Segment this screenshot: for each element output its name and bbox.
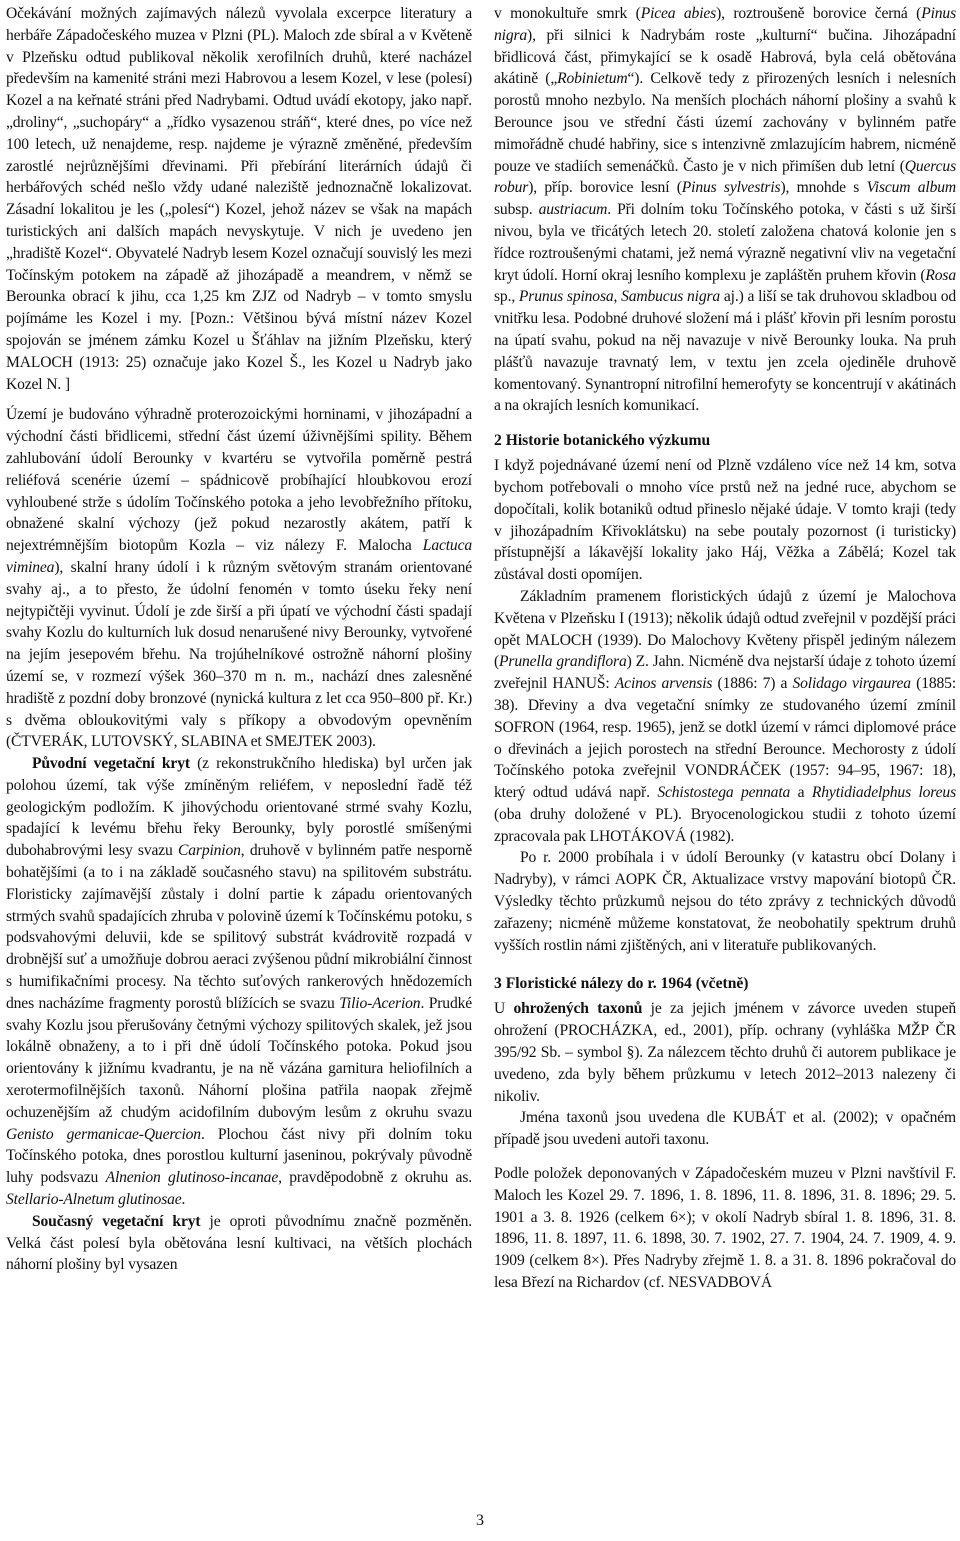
text-run: ), roztroušeně borovice černá ( bbox=[716, 5, 922, 22]
text-run: (oba druhy doložené v PL). Bryocenologickou studii z tohoto území zpracovala pak LHOTÁKOVÁ (1982). bbox=[494, 805, 956, 845]
taxon-name: Pinus sylvestris bbox=[681, 179, 781, 197]
text-run: Základním pramenem floristických údajů z území je Malochova Květena v Plzeňsku I (1913); několik údajů odtud zveřejnil v pozdější práci opět MALOCH (1939). Do Malochovy Květeny přispěl jediným nálezem ( bbox=[494, 587, 956, 671]
text-run: subsp. bbox=[494, 201, 539, 219]
text-run: , pravděpodobně z okruhu as. bbox=[278, 1169, 472, 1187]
taxon-name: Picea abies bbox=[640, 5, 717, 22]
taxon-name: Sambucus nigra bbox=[621, 288, 721, 306]
paragraph-threatened-taxa bbox=[494, 998, 956, 1107]
taxon-name: Prunus spinosa bbox=[518, 288, 614, 306]
text-run: aj.) a liší se tak druhovou skladbou od vnitřku lesa. Podobné druhové složení má i plášť křovin při lesním porostu na úpatí svahu, pokud na něj navazuje v nivě Berounky louka. Na pruh plášťů navazuje travnatý lem, v textu jen zcela ojediněle druhově komentovaný. Synantropní nitrofilní hemerofyty se koncentrují v akátinách a na okrajích lesních komunikací. bbox=[494, 288, 957, 415]
taxon-name: Robinietum bbox=[557, 70, 628, 88]
text-run: . bbox=[181, 1191, 186, 1209]
text-run: U bbox=[494, 1000, 514, 1018]
text-run: ), příp. borovice lesní ( bbox=[528, 179, 682, 197]
taxon-name: Genisto germanicae-Quercion bbox=[6, 1125, 201, 1143]
taxon-name: austriacum bbox=[538, 201, 608, 219]
text-run: . Plochou část nivy při dolním toku Točínského potoka, dnes porostlou kulturní jaseninou, pokrývaly původně luhy podsvazu bbox=[6, 1125, 472, 1187]
paragraph-herbarium-records bbox=[494, 1163, 956, 1294]
text-run: a bbox=[790, 784, 812, 802]
text-run: , bbox=[613, 288, 622, 306]
text-run: . Při dolním toku Točínského potoka, v části s už širší nivou, byla ve třicátých letech 20. století založena chatová kolonie jen s řídce roztroušenými chatami, jež nemá výrazně negativní vliv na vegetační kryt údolí. Horní okraj lesního komplexu je zapláštěn pruhem křovin ( bbox=[494, 201, 956, 284]
emphasis-term: ohrožených taxonů bbox=[513, 1000, 643, 1018]
text-run: , druhově v bylinném patře nesporně bohatějšími (a to i na základě současného stavu) na spilitovém substrátu. Floristicky zajímavější zůstaly i dolní partie k západu orientovaných strmých svahů spadajících zhruba v polovině území k Točínskému potoku, s podsvahovými deluvii, kde se spilitový substrát kvádrovitě rozpadá v drobnější suť a umožňuje dobrou aeraci zvýšenou půdní mikrobiální činnost s humifikačními procesy. Na těchto suťových rankerových hnědozemích dnes nacházíme fragmenty porostů blížících se svazu bbox=[6, 842, 472, 1012]
text-run: je oproti původnímu značně pozměněn. Velká část polesí byla obětována lesní kultivaci, na větších plochách náhorní plošiny byl vysazen bbox=[6, 1212, 472, 1274]
taxon-name: Rosa bbox=[925, 266, 956, 284]
right-column bbox=[494, 3, 956, 1294]
taxon-name: Schistostega pennata bbox=[657, 784, 791, 802]
text-run: ), při silnici k Nadrybám roste „kulturní“ bučina. Jihozápadní břidlicová část, přimykající se k osadě Habrová, byla celá obětována akátině („ bbox=[494, 26, 956, 88]
paragraph-geology bbox=[6, 404, 472, 753]
taxon-name: Viscum album bbox=[866, 179, 956, 197]
taxon-name: Pinus nigra bbox=[494, 5, 956, 44]
text-run: (1885: 38). Dřeviny a dva vegetační snímky ze studovaného území zmínil SOFRON (1964, resp. 1965), jenž se dotkl území v rámci diplomové práce o dřevinách a jejich porostech na střední Berounce. Mechorosty z údolí Točínského potoka zveřejnil VONDRÁČEK (1957: 94–95, 1967: 18), který odtud udává např. bbox=[494, 675, 956, 802]
paragraph-sources bbox=[6, 3, 472, 395]
paragraph-original-vegetation bbox=[6, 753, 472, 1211]
text-run: sp., bbox=[494, 288, 519, 306]
taxon-name: Alnenion glutinoso-incanae bbox=[105, 1169, 279, 1187]
taxon-name: Prunella grandiflora bbox=[499, 653, 627, 671]
taxon-name: Stellario-Alnetum glutinosae bbox=[6, 1191, 182, 1209]
text-run: je za jejich jménem v závorce uveden stupeň ohrožení (PROCHÁZKA, ed., 2001), příp. ochrany (vyhláška MŽP ČR 395/92 Sb. – symbol §). Za nálezcem těchto druhů či autorem publikace je uvedeno, zda byly během průzkumu v letech 2012–2013 nalezeny či nikoliv. bbox=[494, 1000, 957, 1105]
emphasis-term: Současný vegetační kryt bbox=[32, 1212, 201, 1230]
text-run: Podle položek deponovaných v Západočeském muzeu v Plzni navštívil F. Maloch les Kozel 29. 7. 1896, 1. 8. 1896, 11. 8. 1896, 31. 8. 1896; 29. 5. 1901 a 3. 8. 1926 (celkem 6×); v okolí Nadryb sbíral 1. 8. 1896, 31. 8. 1896, 11. 8. 1897, 11. 6. 1898, 30. 7. 1902, 27. 7. 1904, 24. 7. 1909, 4. 9. 1909 (celkem 8×). Přes Nadryby zřejmě 1. 8. a 31. 8. 1896 pokračoval do lesa Březí na Richardov (cf. NESVADBOVÁ bbox=[494, 1165, 956, 1292]
text-run: Jména taxonů jsou uvedena dle KUBÁT et al. (2002); v opačném případě jsou uvedeni autoři taxonu. bbox=[494, 1109, 956, 1149]
text-run: . Prudké svahy Kozlu jsou přerušovány četnými výchozy spilitových skalek, jež jsou lokálně obnaženy, a to i při dně údolí Točínského potoka. Pokud jsou orientovány k jižnímu kvadrantu, je na ně vázána garnitura heliofilních a xerotermofilnějších taxonů. Náhorní plošina patřila naopak zřejmě ochuzenějším až chudým acidofilním dubovým lesům z okruhu svazu bbox=[6, 994, 473, 1121]
text-run: “). Celkově tedy z přirozených lesních i nelesních porostů mnoho nezbylo. Na menších plochách náhorní plošiny a svahů k Berounce jsou ve střední části území zachovány v bylinném patře mimořádně chudé habřiny, sice s intenzivně zmlazujícím habrem, nicméně pouze ve stadiích semenáčků. Často je v nich přimíšen dub letní ( bbox=[494, 70, 956, 175]
text-run: Po r. 2000 probíhala i v údolí Berounky (v katastru obcí Dolany i Nadryby), v rámci AOPK ČR, Aktualizace vrstvy mapování biotopů ČR. Výsledky těchto průzkumů nejsou do této zprávy z technických důvodů zařazeny; nicméně můžeme konstatovat, že neobohatily spektrum druhů vyšších rostlin námi zjištěných, ani v literatuře publikovaných. bbox=[494, 849, 956, 954]
paragraph-history-intro bbox=[494, 455, 956, 586]
left-column bbox=[6, 3, 472, 1276]
text-run: v monokultuře smrk ( bbox=[494, 5, 641, 22]
paragraph-current-vegetation-cont bbox=[494, 3, 956, 417]
text-run: I když pojednávané území není od Plzně vzdáleno více než 14 km, sotva bychom potřebovali o mnoho více prstů než na jedné ruce, abychom se dopočítali, kolik botaniků odtud přineslo nějaké údaje. V tomto kraji (tedy v jihozápadním Křivoklátsku) na sebe poutaly pozornost (i turisticky) přístupnější a lákavější lokality jako Háj, Věžka a Zábělá; Kozel tak zůstával dosti opomíjen. bbox=[494, 457, 956, 584]
taxon-name: Lactuca viminea bbox=[6, 537, 472, 576]
section-heading-findings: 3 Floristické nálezy do r. 1964 (včetně) bbox=[494, 975, 749, 993]
text-run: ) Z. Jahn. Nicméně dva nejstarší údaje z tohoto území zveřejnil HANUŠ: bbox=[494, 653, 956, 693]
page-number: 3 bbox=[476, 1512, 484, 1529]
taxon-name: Quercus robur bbox=[494, 157, 956, 197]
section-heading-history: 2 Historie botanického výzkumu bbox=[494, 432, 711, 450]
text-run: (z rekonstrukčního hlediska) byl určen jak polohou území, tak výše zmíněným reliéfem, v neposlední řadě též geologickým podložím. K jihovýchodu orientované strmé svahy Kozlu, spadající k levému břehu řeky Berounky, byly porostlé smíšenými dubohabrovými lesy svazu bbox=[6, 755, 472, 860]
taxon-name: Rhytidiadelphus loreus bbox=[811, 784, 956, 802]
paragraph-history-sources bbox=[494, 586, 956, 848]
paragraph-history-recent bbox=[494, 847, 956, 956]
taxon-name: Acinos arvensis bbox=[614, 675, 713, 693]
text-run: ), mnohde s bbox=[780, 179, 867, 197]
paragraph-nomenclature bbox=[494, 1107, 956, 1151]
text-run: ), skalní hrany údolí i k různým světovým stranám orientované svahy aj., a to přesto, že údolní fenomén v tomto úseku řeky není nejtypičtěji vyvinut. Údolí je zde širší a při úpatí ve východní části spadají svahy Kozlu do kulturních luk dosud nenarušené nivy Berounky, vytvořené na jejím jesepovém břehu. Na trojúhelníkové ostrožně náhorní plošiny území se, v rozmezí výšek 360–370 m n. m., nachází dnes zalesněné hradiště z pozdní doby bronzové (nynická kultura z let cca 950–800 př. Kr.) s dvěma obloukovitými valy s příkopy a obvodovým opevněním (ČTVERÁK, LUTOVSKÝ, SLABINA et SMEJTEK 2003). bbox=[6, 558, 472, 751]
text-run: Očekávání možných zajímavých nálezů vyvolala excerpce literatury a herbáře Západočeského muzea v Plzni (PL). Maloch zde sbíral a v Květeně v Plzeňsku odtud publikoval několik xerofilních druhů, které nacházel především na kamenité stráni mezi Habrovou a lesem Kozel, v lese (polesí) Kozel a na keřnaté stráni před Nadrybami. Odtud uvádí ekotopy, jako např. „droliny“, „suchopáry“ a „řídko vysazenou stráň“, které dnes, po více než 100 letech, už nenajdeme, resp. najdeme je výrazně změněné, především zarostlé nejrůznějšími dřevinami. Při přebírání literárních údajů či herbářových schéd nešlo vždy udané naleziště jednoznačně lokalizovat. Zásadní lokalitou je les („polesí“) Kozel, jehož název se však na mapách turistických ani dalších mapách nevyskytuje. V nich je uvedeno jen „hradiště Kozel“. Obyvatelé Nadryb lesem Kozel označují souvislý les mezi Točínským potokem na západě až jihozápadě a meandrem, v němž se Berounka obrací k jihu, cca 1,25 km ZJZ od Nadryb – v tomto smyslu pojímáme les Kozel i my. [Pozn.: Většinou bývá místní název Kozel spojován se jménem zámku Kozel u Šťáhlav na jižním Plzeňsku, který MALOCH (1913: 25) označuje jako Kozel Š., les Kozel u Nadryb jako Kozel N. ] bbox=[6, 5, 472, 393]
text-run: Území je budováno výhradně proterozoickými horninami, v jihozápadní a východní části břidlicemi, střední část území úživnějšími spility. Během zahlubování údolí Berounky v kvartéru se vytvořila poměrně pestrá reliéfová scenérie území – spádnicově probíhající hloubkovou erozí vyhloubené strže s údolím Točínského potoka a jeho levobřežního přítoku, obnažené skalní výchozy (jež pokud nezarostly akátem, patří k nejextrémnějším biotopům Kozla – viz nálezy F. Malocha bbox=[6, 406, 472, 555]
paragraph-current-vegetation bbox=[6, 1211, 472, 1276]
taxon-name: Solidago virgaurea bbox=[792, 675, 911, 693]
taxon-name: Carpinion bbox=[178, 842, 241, 860]
text-run: (1886: 7) a bbox=[712, 675, 793, 693]
taxon-name: Tilio-Acerion bbox=[339, 994, 421, 1012]
emphasis-term: Původní vegetační kryt bbox=[32, 755, 190, 773]
